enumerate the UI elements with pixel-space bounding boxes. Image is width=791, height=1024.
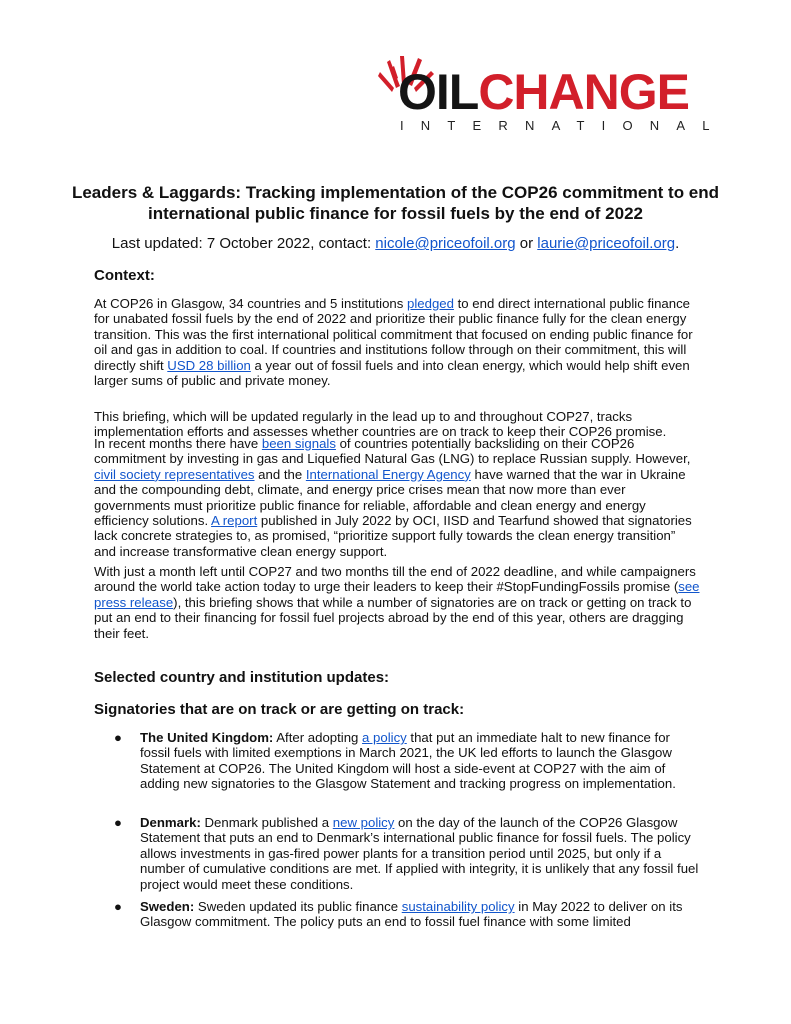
bullet-marker: ● [114, 899, 122, 914]
sweden-policy-link[interactable]: sustainability policy [401, 899, 515, 914]
document-title: Leaders & Laggards: Tracking implementation of the COP26 commitment to end international public finance for fossil fuels by the end of 2022 [71, 183, 720, 223]
contact-email-laurie[interactable]: laurie@priceofoil.org [537, 235, 676, 252]
on-track-heading: Signatories that are on track or are getting on track: [94, 701, 465, 718]
pledged-link[interactable]: pledged [407, 296, 454, 311]
context-paragraph-2: This briefing, which will be updated regularly in the lead up to and throughout COP27, tracks implementation efforts and assesses whether countries are on track to keep their COP26 promise. [94, 409, 667, 440]
civil-society-link[interactable]: civil society representatives [94, 466, 255, 482]
context-paragraph-3: In recent months there have been signals of countries potentially backsliding on their COP26 commitment by investing in gas and Liquefied Natural Gas (LNG) to replace Russian supply. However, civil society representatives and the International Energy Agency have warned that the war in Ukraine and the compounding debt, climate, and energy price crises mean that now more than ever governments must prioritize public finance for reliable, affordable and clean energy and energy efficiency solutions. A report published in July 2022 by OCI, IISD and Tearfund showed that signatories lack concrete strategies to, as promised, “prioritize support fully towards the clean energy transition” and increase transformative clean energy support. [94, 436, 692, 559]
context-heading: Context: [94, 267, 155, 284]
logo-subtitle: INTERNATIONAL [400, 118, 727, 133]
oil-change-logo [378, 48, 727, 136]
press-release-link[interactable]: see press release [94, 579, 700, 610]
bullet-marker: ● [114, 815, 122, 830]
list-item-uk: ● The United Kingdom: After adopting a policy that put an immediate halt to new finance for fossil fuels with limited exemptions in March 2021, the UK led efforts to launch the Glasgow Statement at COP26. The United Kingdom will host a side-event at COP27 with the aim of adding new signatories to the Glasgow Statement and tracking progress on implementation. [114, 730, 676, 792]
a-report-link[interactable]: A report [211, 513, 258, 529]
bullet-marker: ● [114, 730, 122, 745]
context-paragraph-1: At COP26 in Glasgow, 34 countries and 5 institutions pledged to end direct international public finance for unabated fossil fuels by the end of 2022 and prioritize their public finance fully for the clean energy transition. This was the first international political commitment that focused on ending public finance for oil and gas in addition to coal. If countries and institutions follow through on their commitment, this will directly shift USD 28 billion a year out of fossil fuels and into clean energy, which would help shift even larger sums of public and private money. [94, 296, 693, 389]
usd-28-billion-link[interactable]: USD 28 billion [167, 357, 251, 373]
last-updated-line: Last updated: 7 October 2022, contact: nicole@priceofoil.org or laurie@priceofoil.org. [111, 235, 680, 252]
denmark-policy-link[interactable]: new policy [332, 815, 395, 830]
uk-policy-link[interactable]: a policy [362, 730, 407, 745]
list-item-sweden: ● Sweden: Sweden updated its public finance sustainability policy in May 2022 to deliver on its Glasgow commitment. The policy puts an end to fossil fuel finance with some limited [114, 899, 683, 930]
logo-wordmark: OILCHANGE [398, 64, 690, 120]
context-paragraph-4: With just a month left until COP27 and two months till the end of 2022 deadline, and while campaigners around the world take action today to urge their leaders to keep their #StopFundingFossils promise (see press release), this briefing shows that while a number of signatories are on track or getting on track to put an end to their financing for fossil fuel projects abroad by the end of this year, others are dragging their feet. [94, 564, 700, 641]
selected-updates-heading: Selected country and institution updates: [94, 669, 390, 686]
been-signals-link[interactable]: been signals [261, 436, 336, 451]
iea-link[interactable]: International Energy Agency [305, 466, 471, 482]
contact-email-nicole[interactable]: nicole@priceofoil.org [375, 235, 516, 252]
list-item-denmark: ● Denmark: Denmark published a new policy on the day of the launch of the COP26 Glasgow Statement that puts an end to Denmark’s international public finance for fossil fuels. The policy allows investments in gas-fired power plants for a transition period until 2025, but only if a number of cumulative conditions are met. If applied with integrity, it is unlikely that any fossil fuel project would meet these conditions. [114, 815, 699, 892]
